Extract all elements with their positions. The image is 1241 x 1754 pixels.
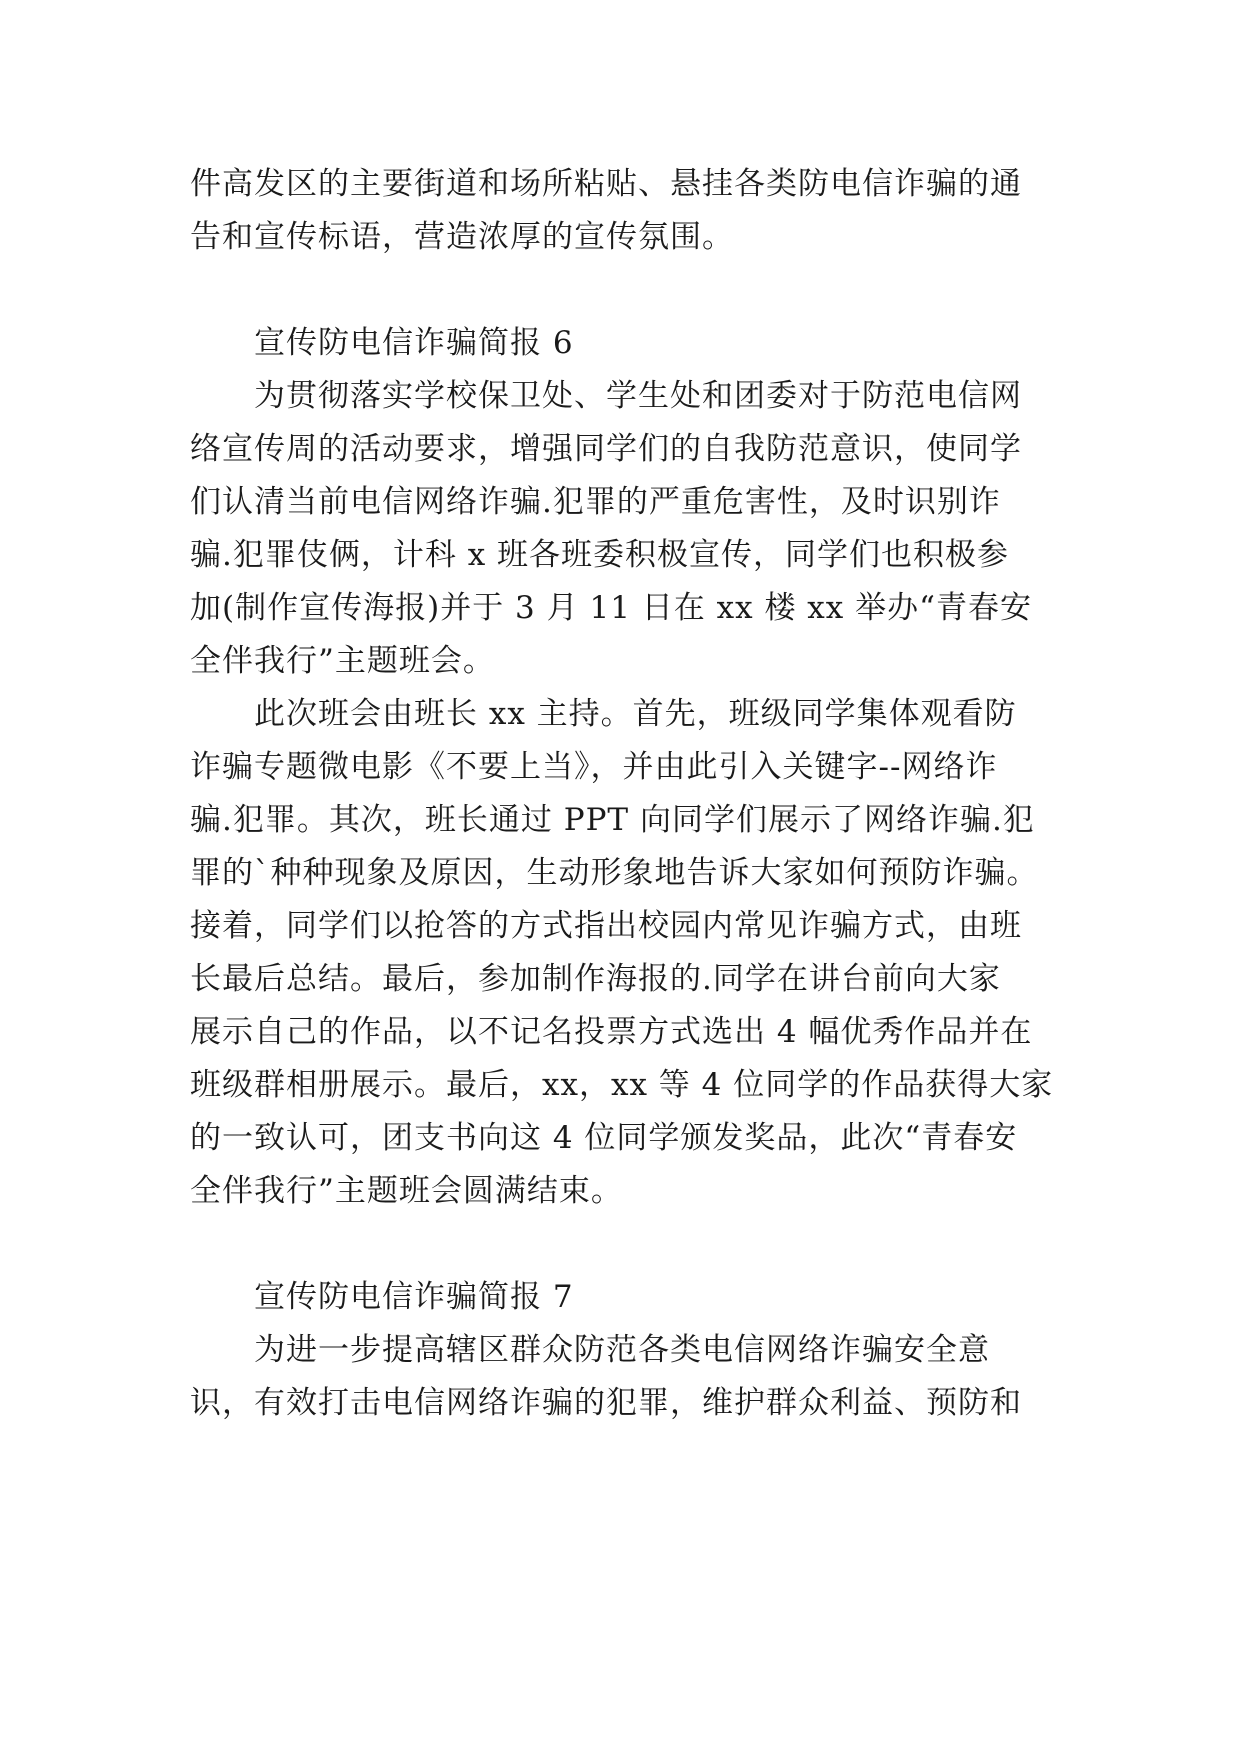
body-line: 件高发区的主要街道和场所粘贴、悬挂各类防电信诈骗的通: [190, 166, 1022, 202]
body-line: 告和宣传标语，营造浓厚的宣传氛围。: [190, 219, 734, 255]
blank-line: [190, 264, 1070, 317]
body-line: 罪的`种种现象及原因，生动形象地告诉大家如何预防诈骗。: [190, 855, 1039, 891]
paragraph-first-line: 为进一步提高辖区群众防范各类电信网络诈骗安全意: [254, 1332, 990, 1368]
body-line: 全伴我行”主题班会。: [190, 643, 495, 679]
body-line: 接着，同学们以抢答的方式指出校园内常见诈骗方式，由班: [190, 908, 1022, 944]
body-line: 的一致认可，团支书向这 4 位同学颁发奖品，此次“青春安: [190, 1120, 1018, 1156]
body-line: 全伴我行”主题班会圆满结束。: [190, 1173, 623, 1209]
paragraph-first-line: 此次班会由班长 xx 主持。首先，班级同学集体观看防: [254, 696, 1017, 732]
body-line: 们认清当前电信网络诈骗.犯罪的严重危害性，及时识别诈: [190, 484, 1001, 520]
body-line: 班级群相册展示。最后，xx，xx 等 4 位同学的作品获得大家: [190, 1067, 1054, 1103]
body-line: 诈骗专题微电影《不要上当》，并由此引入关键字--网络诈: [190, 749, 998, 785]
blank-line: [190, 1218, 1070, 1271]
body-line: 识，有效打击电信网络诈骗的犯罪，维护群众利益、预防和: [190, 1385, 1022, 1421]
body-line: 络宣传周的活动要求，增强同学们的自我防范意识，使同学: [190, 431, 1022, 467]
body-line: 长最后总结。最后，参加制作海报的.同学在讲台前向大家: [190, 961, 1001, 997]
body-line: 骗.犯罪伎俩，计科 x 班各班委积极宣传，同学们也积极参: [190, 537, 1010, 573]
document-body: [190, 158, 1070, 1430]
section-heading: 宣传防电信诈骗简报 6: [254, 325, 574, 361]
section-heading: 宣传防电信诈骗简报 7: [254, 1279, 574, 1315]
body-line: 加(制作宣传海报)并于 3 月 11 日在 xx 楼 xx 举办“青春安: [190, 590, 1032, 626]
body-line: 展示自己的作品，以不记名投票方式选出 4 幅优秀作品并在: [190, 1014, 1033, 1050]
paragraph-first-line: 为贯彻落实学校保卫处、学生处和团委对于防范电信网: [254, 378, 1022, 414]
body-line: 骗.犯罪。其次，班长通过 PPT 向同学们展示了网络诈骗.犯: [190, 802, 1035, 838]
